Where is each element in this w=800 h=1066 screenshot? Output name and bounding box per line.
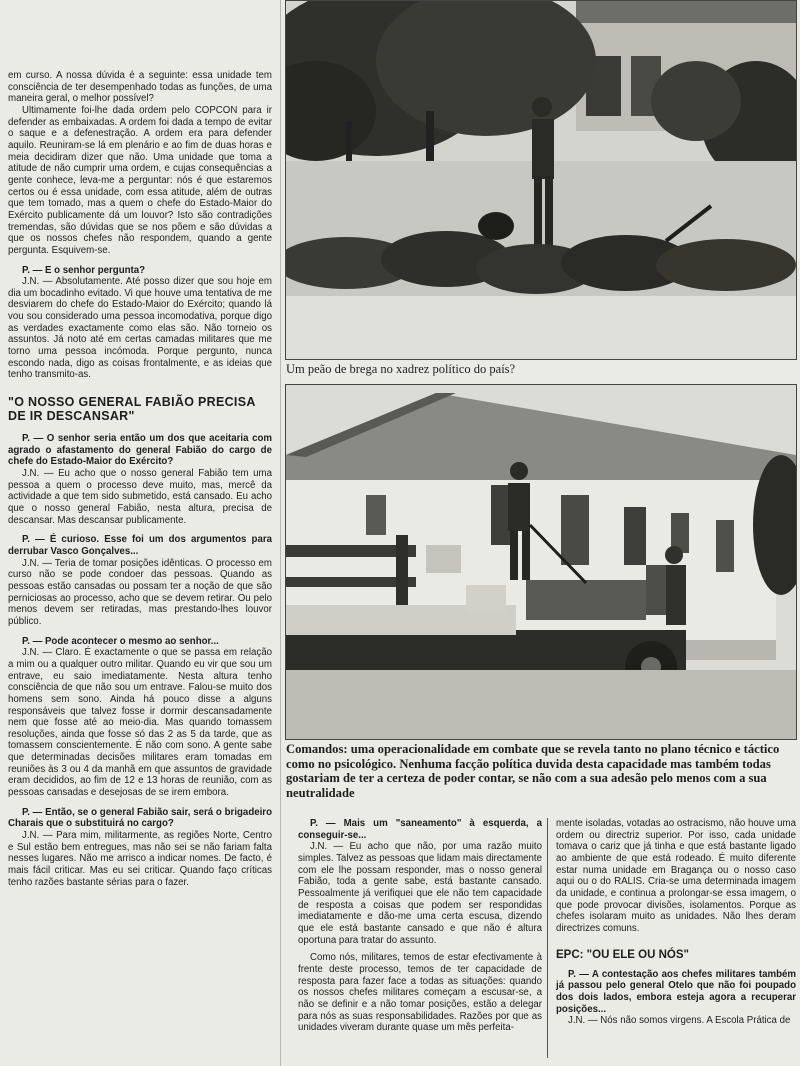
- intro-paragraph: Ultimamente foi-lhe dada ordem pelo COPCON para ir defender as embaixadas. A ordem foi dada a tempo de evitar o saque e a defenestração. A ordem era para defender aquilo. Reuniram-se lá em plenário e ao fim de duas horas e meia decidiram dizer que não. Uma unidade que toma a atitude de não cumprir uma ordem, e cujas consequências a gente conhece, leva-me a perguntar: nós é que estaremos certos ou é essa unidade, com essa atitude, além de outras que tem tomado, mas a quem o chefe do Estado-Maior do Exército publicamente dá um louvor? Isto são contradições tremendas, são dúvidas que se nos põem e são dúvidas a que os nossos chefes não respondem, quando a gente pergunta. Esquivem-se.: [8, 104, 272, 256]
- question: P. — O senhor seria então um dos que aceitaria com agrado o afastamento do general Fabião do cargo de chefe do Estado-Maior do Exército?: [8, 433, 272, 468]
- question: P. — Pode acontecer o mesmo ao senhor...: [22, 635, 219, 647]
- left-column: [8, 70, 272, 888]
- answer: J.N. — Nós não somos virgens. A Escola Prática de: [568, 1015, 791, 1027]
- question: P. — A contestação aos chefes militares também já passou pelo general Otelo que não foi poupado dos dois lados, embora esteja agora a recuperar posições...: [556, 968, 796, 1015]
- paragraph: mente isoladas, votadas ao ostracismo, não houve uma ordem ou directriz superior. Por isso, cada unidade tomava o cariz que já tinha e que está bastante ligado ao ambiente de que está rodeado. É muito diferente estar numa unidade em Bragança ou o nosso caso aqui ou o do RALIS. Cria-se uma determinada imagem da unidade, e continua a prolongar-se essa imagem, o que pode provocar divisões, isolamentos. Porque as chefes isolaram muito as unidades. Não lhes deram directrizes comuns.: [556, 818, 796, 934]
- column-divider: [280, 0, 281, 1066]
- right-column: [556, 818, 796, 1027]
- photo1-caption: Um peão de brega no xadrez político do país?: [286, 362, 516, 376]
- paragraph: Como nós, militares, temos de estar efectivamente à frente deste processo, temos de ter capacidade de resposta para fazer face a todas as situações: quando os nossos chefes militares começam a escusar-se, a não se definir e a não tomar posições, estão a delegar para nós as suas responsabilidades. Razões por que as unidades viveram durante quase um mês perfeita-: [298, 952, 542, 1034]
- question: P. — Mais um "saneamento" à esquerda, a conseguir-se...: [298, 818, 542, 841]
- photo2-caption: Comandos: uma operacionalidade em combate que se revela tanto no plano técnico e táctico como no psicológico. Nenhuma facção política duvida desta capacidade mas também todas gostariam de ter a certeza de poder contar, se não com a sua adesão pelo menos com a sua neutralidade: [286, 742, 780, 800]
- column-divider: [547, 818, 548, 1058]
- answer: J.N. — Teria de tomar posições idênticas. O processo em curso não se pode condoer das pessoas. Quando as pessoas estão cansadas ou possam ter a noção de que são perniciosas ao processo, acho que se devem retirar. Ou pelo menos devem ser retiradas, mas prestando-lhes louvor público.: [8, 557, 272, 627]
- answer: J.N. — Para mim, militarmente, as regiões Norte, Centro e Sul estão bem entregues, mas não sei se não fariam falta nesses lugares. Não me arrisco a indicar nomes. De facto, é mais fácil criticar. Mas eu sei criticar. Quando faço críticas tenho razões bastante sérias para o fazer.: [8, 830, 272, 888]
- photo-soldiers-prone-image: [286, 1, 796, 359]
- answer: J.N. — Claro. É exactamente o que se passa em relação a mim ou a qualquer outro militar. Quando eu vir que sou um entrave, eu saio imediatamente. Nesta altura tenho consciência de que não sou um entrave. Falou-se muito dos homens sem sono. Ainda há pouco disse a alguns responsáveis que talvez fosse ir dormir descansadamente nem que fosse até ao meio-dia. Mas quando tomassem resoluções, ainda que fosse só das 2 as 5 da tarde, que as tomassem conscientemente. É não com sono. A gente sabe que determinadas decisões militares eram tomadas em reuniões às 3 ou 4 da manhã em que assuntos de gravidade eram decididos, ao fim de 12 e 13 horas de reunião, com as pessoas cansadas e desejosas de se irem embora.: [8, 647, 272, 799]
- photo-commando-truck: [285, 384, 797, 740]
- answer: J.N. — Absolutamente. Até posso dizer que sou hoje em dia um bocadinho evitado. Vi que houve uma tentativa de me desviarem do chefe do Estado-Maior do Exército; quando lá vou sou considerado uma pessoa incomodativa, porque digo as verdades exactamente como elas são. Não torneio os assuntos. Já noto até em certas camadas militares que me torno uma pessoa incómoda. Porque pergunto, nunca escondo nada, digo as coisas frontalmente, e as ideias que tenho transmito-as.: [8, 276, 272, 381]
- photo-commando-truck-image: [286, 385, 796, 739]
- answer: J.N. — Eu acho que não, por uma razão muito simples. Talvez as pessoas que lidam mais directamente com ele lhe possam responder, mas o nosso general Fabião, toda a gente sabe, está bastante cansado. Pessoalmente já verifiquei que ele não tem capacidade de resposta a coisas que podem ser respondidas imediatamente e dão-me uma certa escusa, dizendo que ele está bastante cansado e que não é altura oportuna para tratar do assunto.: [298, 841, 542, 946]
- question: P. — É curioso. Esse foi um dos argumentos para derrubar Vasco Gonçalves...: [8, 534, 272, 557]
- section-heading: EPC: "OU ELE OU NÓS": [556, 948, 689, 961]
- middle-column: [298, 818, 542, 1034]
- question: P. — E o senhor pergunta?: [22, 264, 146, 276]
- answer: J.N. — Eu acho que o nosso general Fabião tem uma pessoa a quem o processo deve muito, mas, mercê da actividade a que tem sido submetido, está cansado. Eu acho que o nosso general Fabião, nesta altura, precisa de descansar. Mas descansar publicamente.: [8, 468, 272, 526]
- question: P. — Então, se o general Fabião sair, será o brigadeiro Charais que o substituirá no cargo?: [8, 806, 272, 830]
- intro-paragraph: em curso. A nossa dúvida é a seguinte: essa unidade tem consciência de ter desempenhado todas as funções, de uma maneira geral, o melhor possível?: [8, 70, 272, 105]
- section-heading: "O NOSSO GENERAL FABIÃO PRECISA DE IR DESCANSAR": [8, 395, 256, 424]
- photo-soldiers-prone: [285, 0, 797, 360]
